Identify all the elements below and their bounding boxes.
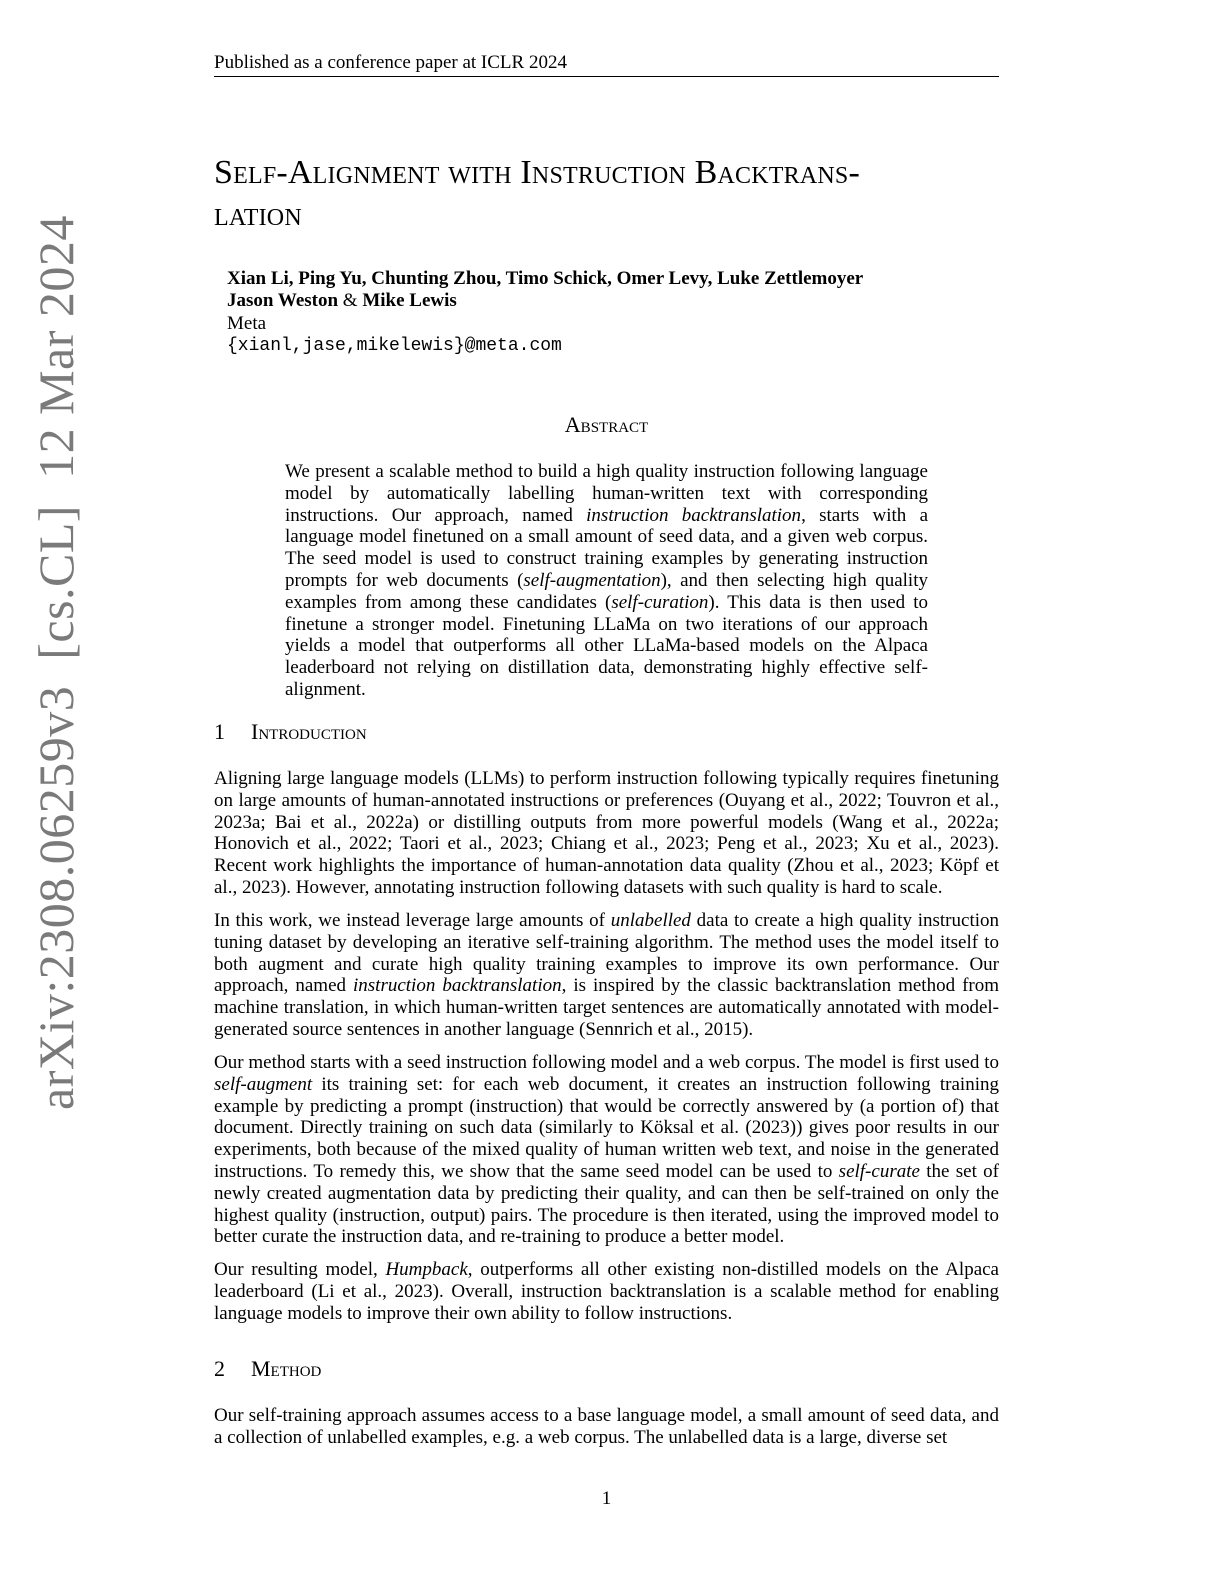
paragraph-text-run: data to create a high quality instruction tuning dataset by developing an iterative self-training algorithm. The method uses the model itself to both augment and curate high quality training examples to improve its own performance. Our approach, named <box>214 910 1000 997</box>
intro-paragraph-2 <box>214 910 999 1041</box>
author-mike-lewis: Mike Lewis <box>362 290 457 311</box>
method-paragraph-1: Our self-training approach assumes access to a base language model, a small amount of seed data, and a collection of unlabelled examples, e.g. a web corpus. The unlabelled data is a large, diverse set <box>214 1405 999 1448</box>
title-line-2: lation <box>214 196 302 233</box>
intro-paragraph-1: Aligning large language models (LLMs) to perform instruction following typically requires finetuning on large amounts of human-annotated instructions or preferences (Ouyang et al., 2022; Touvron et al., 2023a; Bai et al., 2022a) or distilling outputs from more powerful models (Wang et al., 2022a; Honovich et al., 2022; Taori et al., 2023; Chiang et al., 2023; Peng et al., 2023; Xu et al., 2023). Recent work highlights the importance of human-annotation data quality (Zhou et al., 2023; Köpf et al., 2023). However, annotating instruction following datasets with such quality is hard to scale. <box>214 768 999 898</box>
author-names-line-1: Xian Li, Ping Yu, Chunting Zhou, Timo Schick, Omer Levy, Luke Zettlemoyer <box>227 268 864 289</box>
paragraph-text-run: Our method starts with a seed instruction following model and a web corpus. The model is first used to <box>214 1052 999 1073</box>
paragraph-emphasis-term: Humpback <box>385 1259 468 1280</box>
section-title: Method <box>251 1356 322 1381</box>
paragraph-text-run: the set of newly created augmentation data by predicting their quality, and can then be self-trained on only the highest quality (instruction, output) pairs. The procedure is then iterated, using the improved model to better curate the instruction data, and re-training to produce a better model. <box>214 1160 999 1248</box>
paragraph-emphasis-term: instruction backtranslation <box>353 975 562 997</box>
author-email: {xianl,jase,mikelewis}@meta.com <box>227 336 562 356</box>
abstract-text-run: ). This data is then used to finetune a stronger model. Finetuning LLaMa on two iterations of our approach yields a model that outperforms all other LLaMa-based models on the Alpaca leaderboard not relying on distillation data, demonstrating highly effective self-alignment. <box>285 591 928 700</box>
author-jason-weston: Jason Weston <box>227 290 339 311</box>
section-title: Introduction <box>251 719 367 744</box>
abstract-emphasis-term: self-augmentation <box>523 569 661 591</box>
paragraph-text-run: In this work, we instead leverage large amounts of <box>214 910 611 931</box>
abstract-heading: Abstract <box>564 412 649 437</box>
arxiv-identifier: arXiv:2308.06259v3 [cs.CL] 12 Mar 2024 <box>28 215 84 1110</box>
paper-title <box>214 152 1024 236</box>
author-block <box>227 268 987 358</box>
abstract-text <box>285 461 928 701</box>
paragraph-text-run: Our resulting model, <box>214 1259 386 1280</box>
intro-paragraph-3 <box>214 1052 999 1248</box>
page-number: 1 <box>601 1488 612 1509</box>
paragraph-emphasis-term: unlabelled <box>610 910 691 931</box>
author-names-line-2 <box>227 290 987 312</box>
title-line-1: Self-Alignment with Instruction Backtrans- <box>214 154 860 191</box>
abstract-emphasis-term: instruction backtranslation <box>586 504 802 526</box>
affiliation: Meta <box>227 313 267 334</box>
section-number: 1 <box>214 719 225 744</box>
section-heading-method <box>214 1356 999 1382</box>
abstract-text-run: , starts with a language model finetuned on a small amount of seed data, and a given web corpus. The seed model is used to construct training examples by generating instruction prompts for web documents ( <box>285 504 929 591</box>
paragraph-emphasis-term: self-augment <box>214 1073 313 1095</box>
paragraph-text-run: , is inspired by the classic backtranslation method from machine translation, in which human-written target sentences are automatically annotated with model-generated source sentences in another language (Sennrich et al., 2015). <box>214 975 1000 1040</box>
running-header: Published as a conference paper at ICLR 2024 <box>214 51 999 77</box>
paragraph-emphasis-term: self-curate <box>838 1160 920 1182</box>
section-number: 2 <box>214 1356 225 1381</box>
section-heading-introduction <box>214 719 999 745</box>
paragraph-text-run: , outperforms all other existing non-distilled models on the Alpaca leaderboard (Li et al., 2023). Overall, instruction backtranslation is a scalable method for enabling language models to improve their own ability to follow instructions. <box>214 1259 999 1324</box>
paragraph-text-run: its training set: for each web document, it creates an instruction following training example by predicting a prompt (instruction) that would be correctly answered by (a portion of) that document. Directly training on such data (similarly to Köksal et al. (2023)) gives poor results in our experiments, both because of the mixed quality of human written web text, and noise in the generated instructions. To remedy this, we show that the same seed model can be used to <box>214 1073 999 1182</box>
abstract-emphasis-term: self-curation <box>611 591 709 613</box>
abstract-text-run: ), and then selecting high quality examples from among these candidates ( <box>285 569 928 613</box>
intro-paragraph-4 <box>214 1259 999 1324</box>
author-ampersand: & <box>338 290 363 311</box>
abstract-text-run: We present a scalable method to build a high quality instruction following language model by automatically labelling human-written text with corresponding instructions. Our approach, named <box>285 461 928 526</box>
